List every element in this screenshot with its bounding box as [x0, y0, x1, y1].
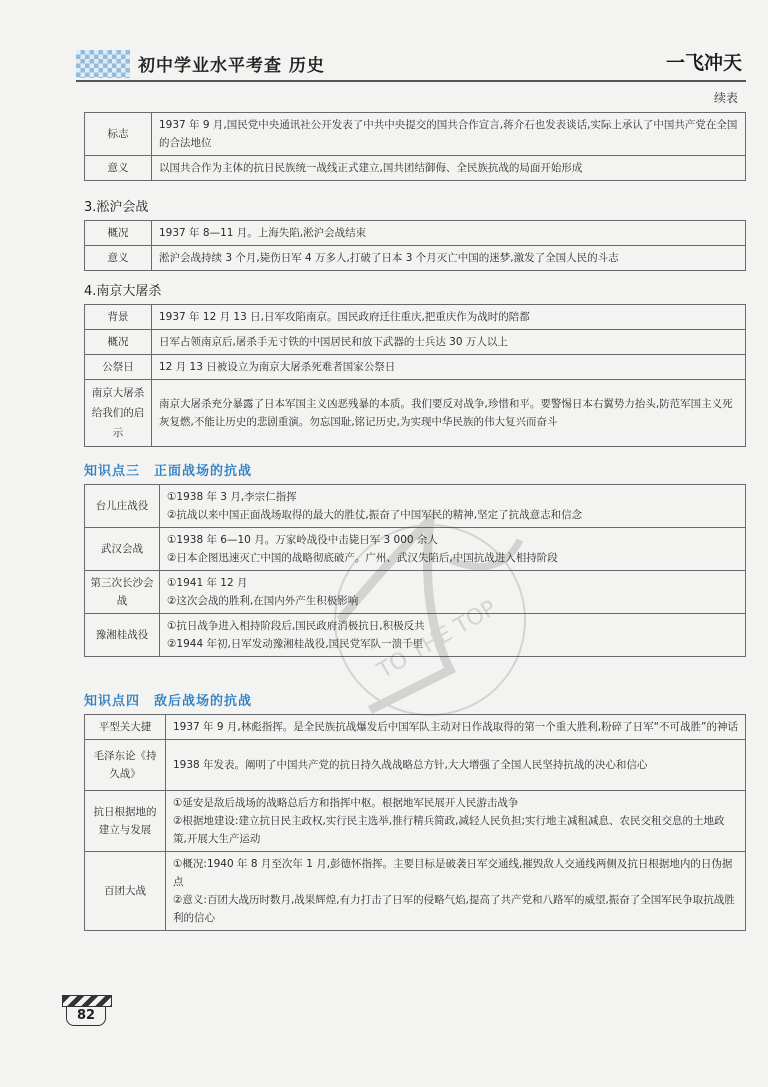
page-number-badge: [62, 995, 112, 1029]
table-row: [85, 113, 746, 156]
table-cooperation: [84, 112, 746, 181]
header-rule: [76, 80, 746, 82]
row-content: [160, 528, 746, 571]
row-label: 豫湘桂战役: [85, 614, 160, 657]
content-line: ②抗战以来中国正面战场取得的最大的胜仗,振奋了中国军民的精神,坚定了抗战意志和信念: [167, 509, 583, 521]
content-line: 1938 年发表。阐明了中国共产党的抗日持久战战略总方针,大大增强了全国人民坚持抗战的决心和信心: [173, 759, 648, 771]
row-label: 武汉会战: [85, 528, 160, 571]
content-line: ①抗日战争进入相持阶段后,国民政府消极抗日,积极反共: [167, 620, 425, 632]
row-content: 12 月 13 日被设立为南京大屠杀死难者国家公祭日: [152, 355, 746, 380]
table-row: [85, 852, 746, 931]
section-heading-nanjing: 4.南京大屠杀: [84, 284, 162, 299]
content-line: ②1944 年初,日军发动豫湘桂战役,国民党军队一溃千里: [167, 638, 424, 650]
row-label: 南京大屠杀给我们的启示: [85, 380, 152, 447]
row-label: 毛泽东论《持久战》: [85, 740, 166, 791]
row-label: 平型关大捷: [85, 715, 166, 740]
row-label: 概况: [85, 330, 152, 355]
row-label: 台儿庄战役: [85, 485, 160, 528]
header-decoration: [76, 50, 130, 78]
table-row: [85, 330, 746, 355]
content-line: 1937 年 9 月,林彪指挥。是全民族抗战爆发后中国军队主动对日作战取得的第一个重大胜利,粉碎了日军“不可战胜”的神话: [173, 721, 738, 733]
row-content: 1937 年 12 月 13 日,日军攻陷南京。国民政府迁往重庆,把重庆作为战时的陪都: [152, 305, 746, 330]
row-label: 抗日根据地的建立与发展: [85, 791, 166, 852]
table-row: [85, 485, 746, 528]
knowledge-point-name: 正面战场的抗战: [154, 464, 253, 479]
table-row: [85, 380, 746, 447]
row-content: 淞沪会战持续 3 个月,毙伤日军 4 万多人,打破了日本 3 个月灭亡中国的迷梦,激发了全国人民的斗志: [152, 246, 746, 271]
content-line: ①1938 年 3 月,李宗仁指挥: [167, 491, 297, 503]
row-label: 意义: [85, 246, 152, 271]
table-row: [85, 528, 746, 571]
table-row: [85, 740, 746, 791]
row-content: [166, 791, 746, 852]
row-label: 背景: [85, 305, 152, 330]
page-number: 82: [66, 1006, 106, 1026]
row-label: 第三次长沙会战: [85, 571, 160, 614]
row-content: 1937 年 9 月,国民党中央通讯社公开发表了中共中央提交的国共合作宣言,蒋介石也发表谈话,实际上承认了中国共产党在全国的合法地位: [152, 113, 746, 156]
knowledge-point-number: 知识点四: [84, 694, 141, 709]
knowledge-point-number: 知识点三: [84, 464, 141, 479]
content-line: ①1941 年 12 月: [167, 577, 248, 589]
content-line: ②意义:百团大战历时数月,战果辉煌,有力打击了日军的侵略气焰,提高了共产党和八路军的威望,振奋了全国军民争取抗战胜利的信心: [173, 894, 735, 924]
knowledge-point-name: 敌后战场的抗战: [154, 694, 253, 709]
row-content: [160, 614, 746, 657]
table-row: [85, 791, 746, 852]
book-title: 初中学业水平考查 历史: [138, 56, 325, 76]
table-row: [85, 246, 746, 271]
brand-logo-text: 一飞冲天: [665, 52, 742, 74]
row-label: 百团大战: [85, 852, 166, 931]
table-rear-battlefield: [84, 714, 746, 931]
table-nanjing: [84, 304, 746, 447]
content-line: ①概况:1940 年 8 月至次年 1 月,彭德怀指挥。主要目标是破袭日军交通线,摧毁敌人交通线两侧及抗日根据地内的日伪据点: [173, 858, 733, 888]
content-line: ①延安是敌后战场的战略总后方和指挥中枢。根据地军民展开人民游击战争: [173, 797, 519, 809]
row-content: 1937 年 8—11 月。上海失陷,淞沪会战结束: [152, 221, 746, 246]
row-content: 日军占领南京后,屠杀手无寸铁的中国居民和放下武器的士兵达 30 万人以上: [152, 330, 746, 355]
watermark-text: TO THE TOP: [373, 595, 501, 684]
table-row: [85, 715, 746, 740]
table-row: [85, 614, 746, 657]
content-line: ②日本企图迅速灭亡中国的战略彻底破产。广州、武汉失陷后,中国抗战进入相持阶段: [167, 552, 558, 564]
row-label: 意义: [85, 156, 152, 181]
table-row: [85, 156, 746, 181]
table-row: [85, 571, 746, 614]
row-content: [166, 852, 746, 931]
table-row: [85, 221, 746, 246]
knowledge-point-4-heading: [84, 690, 252, 709]
content-line: ②根据地建设:建立抗日民主政权,实行民主选举,推行精兵简政,减轻人民负担;实行地主减租减息、农民交租交息的土地政策,开展大生产运动: [173, 815, 725, 845]
row-content: [166, 740, 746, 791]
knowledge-point-3-heading: [84, 460, 252, 479]
row-content: 南京大屠杀充分暴露了日本军国主义凶恶残暴的本质。我们要反对战争,珍惜和平。要警惕日本右翼势力抬头,防范军国主义死灰复燃,不能让历史的悲剧重演。勿忘国耻,铭记历史,为实现中华民族的伟大复兴而奋斗: [152, 380, 746, 447]
content-line: ②这次会战的胜利,在国内外产生积极影响: [167, 595, 359, 607]
table-row: [85, 355, 746, 380]
row-content: [160, 485, 746, 528]
table-row: [85, 305, 746, 330]
section-heading-songhu: 3.淞沪会战: [84, 200, 149, 215]
row-content: [166, 715, 746, 740]
table-frontal-battlefield: [84, 484, 746, 657]
row-label: 公祭日: [85, 355, 152, 380]
row-label: 概况: [85, 221, 152, 246]
continued-label: 续表: [713, 91, 738, 105]
table-songhu: [84, 220, 746, 271]
row-label: 标志: [85, 113, 152, 156]
content-line: ①1938 年 6—10 月。万家岭战役中击毙日军 3 000 余人: [167, 534, 438, 546]
row-content: 以国共合作为主体的抗日民族统一战线正式建立,国共团结御侮、全民族抗战的局面开始形成: [152, 156, 746, 181]
row-content: [160, 571, 746, 614]
